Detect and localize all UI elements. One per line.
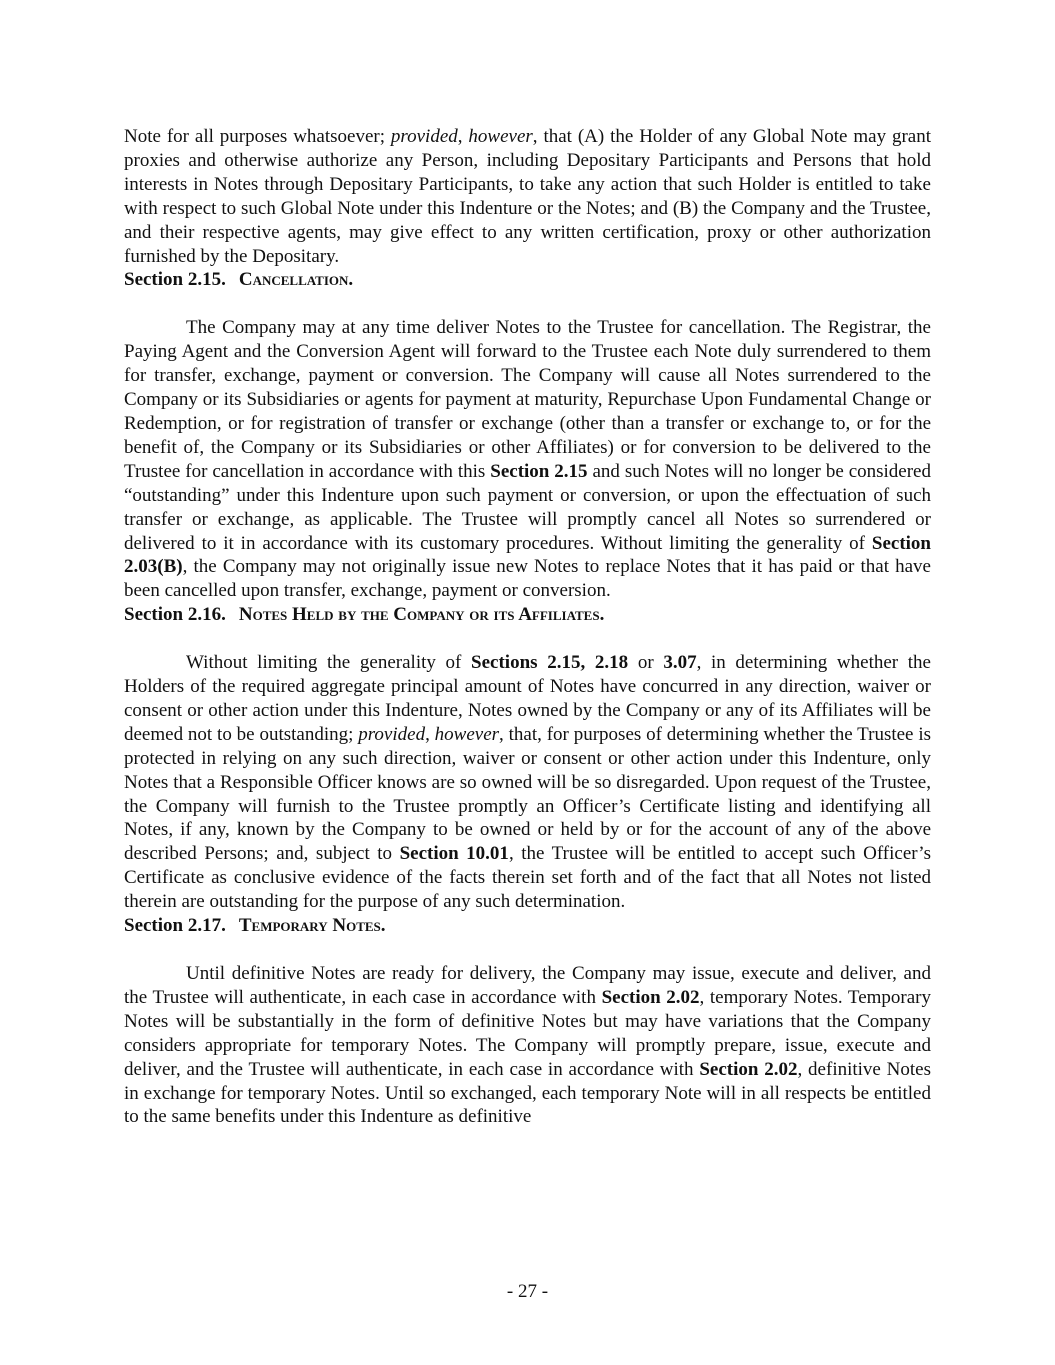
text-run: Without limiting the generality of <box>186 652 472 674</box>
section-reference: Section 2.02 <box>601 986 700 1008</box>
intro-paragraph <box>124 125 931 268</box>
text-run: and such Notes will no longer be considered “outstanding” under this Indenture upon such payment or conversion, or upon the effectuation of such transfer or exchange, as applicable. The Trustee will promptly cancel all Notes so surrendered or delivered to it in accordance with its customary procedures. Without limiting the generality of <box>124 460 931 554</box>
section-number: Section 2.16. <box>124 604 226 626</box>
italic-term: however <box>468 126 533 147</box>
text-run: , that (A) the Holder of any Global Note may grant proxies and otherwise authorize any Person, including Depositary Participants and Persons that hold interests in Notes through Depositary Participants, to take any action that such Holder is entitled to take with respect to such Global Note under this Indenture or the Notes; and (B) the Company and the Trustee, and their respective agents, may give effect to any written certification, proxy or other authorization furnished by the Depositary. <box>124 126 932 267</box>
text-run: Note for all purposes whatsoever; <box>124 126 391 147</box>
text-run: , the Trustee will be entitled to accept such Officer’s Certificate as conclusive evidence of the facts therein set forth and of the fact that all Notes not listed therein are outstanding for the purpose of any such determination. <box>124 843 931 913</box>
section-reference: Section 10.01 <box>399 843 509 865</box>
text-run: , the Company may not originally issue new Notes to replace Notes that it has paid or that have been cancelled upon transfer, exchange, payment or conversion. <box>124 556 931 602</box>
document-page <box>124 125 931 1129</box>
section-reference: Section 2.03(B) <box>124 532 931 578</box>
page-number: - 27 - <box>506 1281 549 1302</box>
section-number: Section 2.17. <box>124 915 226 937</box>
text-run: , temporary Notes. Temporary Notes will be substantially in the form of definitive Notes but may have variations that the Company considers appropriate for temporary Notes. The Company will promptly prepare, issue, execute and deliver, and the Trustee will authenticate, in each case in accordance with <box>124 986 932 1080</box>
text-run: , that, for purposes of determining whether the Trustee is protected in relying on any such direction, waiver or consent or other action under this Indenture, only Notes that a Responsible Officer knows are so owned will be so disregarded. Upon request of the Trustee, the Company will furnish to the Trustee promptly an Officer’s Certificate listing and identifying all Notes, if any, known by the Company to be owned or held by or for the account of any of the above described Persons; and, subject to <box>124 723 931 865</box>
section-number: Section 2.15. <box>124 269 226 291</box>
section-title: Cancellation. <box>238 269 354 291</box>
text-run: , <box>425 723 435 745</box>
section-2-16-body <box>124 651 931 914</box>
text-run: , definitive Notes in exchange for temporary Notes. Until so exchanged, each temporary Note will in all respects be entitled to the same benefits under this Indenture as definitive <box>124 1058 931 1128</box>
section-reference: Sections 2.15, 2.18 <box>471 652 629 674</box>
section-2-16-heading <box>124 603 931 627</box>
section-title: Temporary Notes. <box>238 915 386 937</box>
section-title: Notes Held by the Company or its Affiliates. <box>238 604 605 626</box>
section-2-15-body <box>124 316 931 603</box>
section-2-17-heading <box>124 914 931 938</box>
section-reference: Section 2.15 <box>490 460 588 482</box>
italic-term: provided <box>358 723 426 745</box>
section-2-17-body <box>124 962 931 1129</box>
section-2-15-heading <box>124 268 931 292</box>
section-reference: 3.07 <box>663 652 697 674</box>
text-run: , in determining whether the Holders of the required aggregate principal amount of Notes have concurred in any direction, waiver or consent or other action under this Indenture, Notes owned by the Company or any of its Affiliates will be deemed not to be outstanding; <box>124 652 931 745</box>
italic-term: provided <box>390 126 458 147</box>
text-run: Until definitive Notes are ready for delivery, the Company may issue, execute and deliver, and the Trustee will authenticate, in each case in accordance with <box>124 963 931 1008</box>
section-reference: Section 2.02 <box>699 1058 798 1080</box>
italic-term: however <box>434 723 500 745</box>
text-run: or <box>628 652 664 674</box>
text-run: , <box>457 126 469 147</box>
text-run: The Company may at any time deliver Notes to the Trustee for cancellation. The Registrar, the Paying Agent and the Conversion Agent will forward to the Trustee each Note duly surrendered to them for transfer, exchange, payment or conversion. The Company will cause all Notes surrendered to the Company or its Subsidiaries or agents for payment at maturity, Repurchase Upon Fundamental Change or Redemption, or for registration of transfer or exchange (other than a transfer or exchange to, or for the benefit of, the Company or its Subsidiaries or other Affiliates) or for conversion to be delivered to the Trustee for cancellation in accordance with this <box>124 317 931 482</box>
